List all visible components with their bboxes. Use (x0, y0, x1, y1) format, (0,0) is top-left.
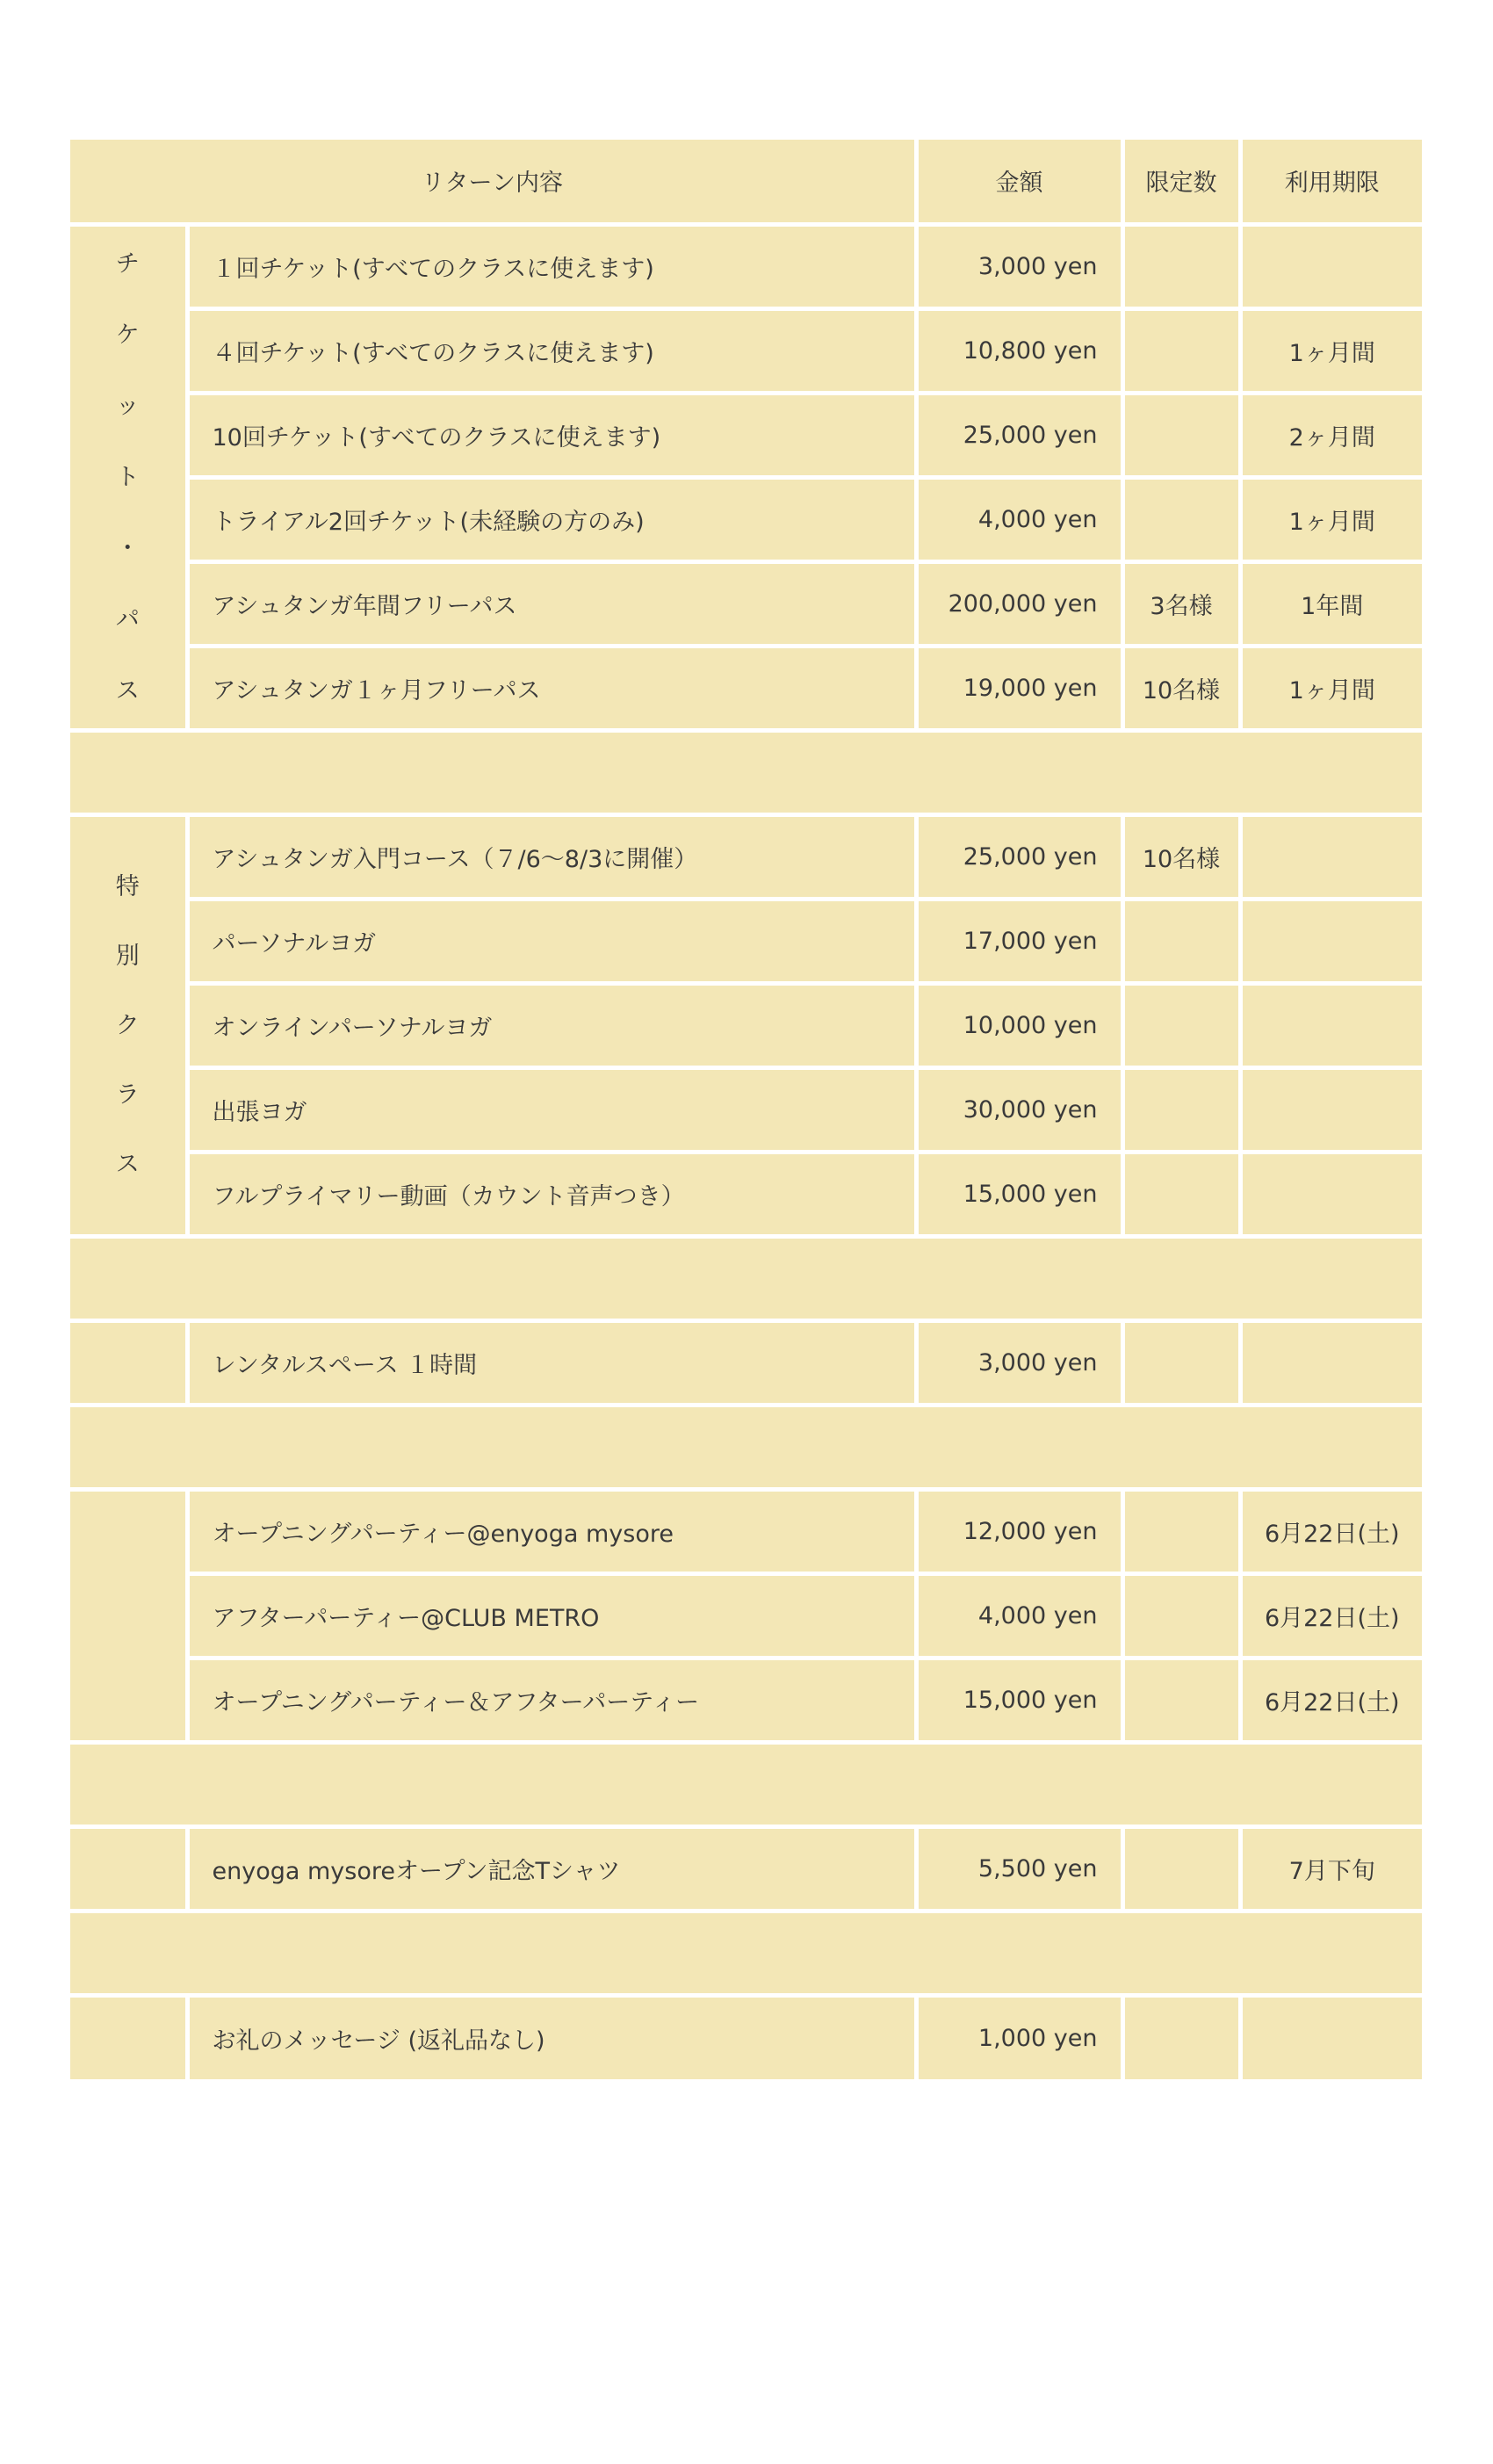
category-empty (70, 1826, 187, 1911)
reward-period (1240, 1152, 1422, 1236)
spacer-row (70, 730, 1422, 814)
reward-amount: 3,000 yen (916, 224, 1122, 308)
reward-name: アシュタンガ年間フリーパス (187, 561, 916, 646)
reward-limit (1122, 1320, 1240, 1405)
reward-amount: 17,000 yen (916, 899, 1122, 983)
reward-period: 1ヶ月間 (1240, 308, 1422, 393)
category-char: ・ (115, 534, 140, 562)
reward-limit (1122, 308, 1240, 393)
table-row (70, 1826, 1422, 1911)
reward-name: フルプライマリー動画（カウント音声つき） (187, 1152, 916, 1236)
category-char: パ (115, 605, 140, 633)
reward-amount: 10,800 yen (916, 308, 1122, 393)
reward-amount: 25,000 yen (916, 814, 1122, 899)
spacer-cell (70, 1742, 1422, 1826)
reward-period (1240, 1320, 1422, 1405)
reward-limit (1122, 1826, 1240, 1911)
reward-amount: 10,000 yen (916, 983, 1122, 1067)
category-empty (70, 1320, 187, 1405)
reward-period: 7月下旬 (1240, 1826, 1422, 1911)
reward-limit (1122, 393, 1240, 477)
spacer-cell (70, 1405, 1422, 1489)
reward-period (1240, 983, 1422, 1067)
spacer-cell (70, 730, 1422, 814)
reward-limit: 10名様 (1122, 646, 1240, 730)
table-row (70, 983, 1422, 1067)
table-row (70, 899, 1422, 983)
category-empty (70, 1489, 187, 1742)
spacer-row (70, 1742, 1422, 1826)
table-row (70, 477, 1422, 561)
spacer-row (70, 1405, 1422, 1489)
reward-limit (1122, 1995, 1240, 2079)
category-char: ラ (115, 1080, 140, 1109)
table-row (70, 1658, 1422, 1742)
reward-name: アシュタンガ入門コース（７/6〜8/3に開催） (187, 814, 916, 899)
table-row (70, 561, 1422, 646)
reward-period (1240, 899, 1422, 983)
category-char: ト (115, 463, 140, 491)
reward-period: 1ヶ月間 (1240, 477, 1422, 561)
category-char: 別 (115, 942, 140, 970)
category-empty (70, 1995, 187, 2079)
table-row (70, 224, 1422, 308)
reward-limit (1122, 1152, 1240, 1236)
table-row (70, 646, 1422, 730)
table-row (70, 1995, 1422, 2079)
table-row (70, 1489, 1422, 1573)
reward-period: 2ヶ月間 (1240, 393, 1422, 477)
reward-limit (1122, 899, 1240, 983)
reward-name: １回チケット(すべてのクラスに使えます) (187, 224, 916, 308)
reward-name: オープニングパーティー＆アフターパーティー (187, 1658, 916, 1742)
reward-period: 1ヶ月間 (1240, 646, 1422, 730)
reward-limit (1122, 983, 1240, 1067)
reward-name: ４回チケット(すべてのクラスに使えます) (187, 308, 916, 393)
reward-name: enyoga mysoreオープン記念Tシャツ (187, 1826, 916, 1911)
reward-amount: 200,000 yen (916, 561, 1122, 646)
spacer-cell (70, 1236, 1422, 1320)
reward-period (1240, 1067, 1422, 1152)
spacer-row (70, 1236, 1422, 1320)
reward-table (70, 140, 1422, 2079)
reward-limit (1122, 1658, 1240, 1742)
reward-amount: 15,000 yen (916, 1658, 1122, 1742)
reward-name: アシュタンガ１ヶ月フリーパス (187, 646, 916, 730)
reward-name: 10回チケット(すべてのクラスに使えます) (187, 393, 916, 477)
table-row (70, 1152, 1422, 1236)
reward-period (1240, 1995, 1422, 2079)
reward-limit: 10名様 (1122, 814, 1240, 899)
category-char: ッ (115, 392, 140, 420)
header-limit: 限定数 (1122, 140, 1240, 224)
reward-limit (1122, 477, 1240, 561)
table-row (70, 1067, 1422, 1152)
reward-limit (1122, 1489, 1240, 1573)
reward-limit: 3名様 (1122, 561, 1240, 646)
spacer-cell (70, 1911, 1422, 1995)
reward-amount: 12,000 yen (916, 1489, 1122, 1573)
table-row (70, 814, 1422, 899)
reward-amount: 4,000 yen (916, 1573, 1122, 1658)
spacer-row (70, 1911, 1422, 1995)
category-char: 特 (115, 872, 140, 900)
header-amount: 金額 (916, 140, 1122, 224)
table-row (70, 1573, 1422, 1658)
reward-period: 6月22日(土) (1240, 1489, 1422, 1573)
category-char: ケ (115, 321, 140, 349)
category-char: ク (115, 1011, 140, 1039)
table-header-row (70, 140, 1422, 224)
reward-period: 6月22日(土) (1240, 1658, 1422, 1742)
category-char: チ (115, 249, 140, 278)
category-char: ス (115, 676, 140, 705)
reward-name: レンタルスペース １時間 (187, 1320, 916, 1405)
table-row (70, 308, 1422, 393)
reward-name: お礼のメッセージ (返礼品なし) (187, 1995, 916, 2079)
reward-amount: 25,000 yen (916, 393, 1122, 477)
reward-name: 出張ヨガ (187, 1067, 916, 1152)
reward-name: パーソナルヨガ (187, 899, 916, 983)
reward-period: 1年間 (1240, 561, 1422, 646)
reward-limit (1122, 224, 1240, 308)
reward-amount: 4,000 yen (916, 477, 1122, 561)
reward-name: トライアル2回チケット(未経験の方のみ) (187, 477, 916, 561)
reward-name: アフターパーティー@CLUB METRO (187, 1573, 916, 1658)
reward-period (1240, 224, 1422, 308)
reward-amount: 5,500 yen (916, 1826, 1122, 1911)
header-content: リターン内容 (70, 140, 916, 224)
reward-name: オンラインパーソナルヨガ (187, 983, 916, 1067)
reward-limit (1122, 1067, 1240, 1152)
reward-name: オープニングパーティー@enyoga mysore (187, 1489, 916, 1573)
category-char: ス (115, 1150, 140, 1178)
table-row (70, 1320, 1422, 1405)
reward-amount: 1,000 yen (916, 1995, 1122, 2079)
reward-amount: 19,000 yen (916, 646, 1122, 730)
reward-period (1240, 814, 1422, 899)
reward-limit (1122, 1573, 1240, 1658)
reward-amount: 30,000 yen (916, 1067, 1122, 1152)
reward-amount: 15,000 yen (916, 1152, 1122, 1236)
reward-period: 6月22日(土) (1240, 1573, 1422, 1658)
header-period: 利用期限 (1240, 140, 1422, 224)
category-label-special (70, 814, 187, 1236)
table-row (70, 393, 1422, 477)
category-label-tickets (70, 224, 187, 730)
reward-amount: 3,000 yen (916, 1320, 1122, 1405)
